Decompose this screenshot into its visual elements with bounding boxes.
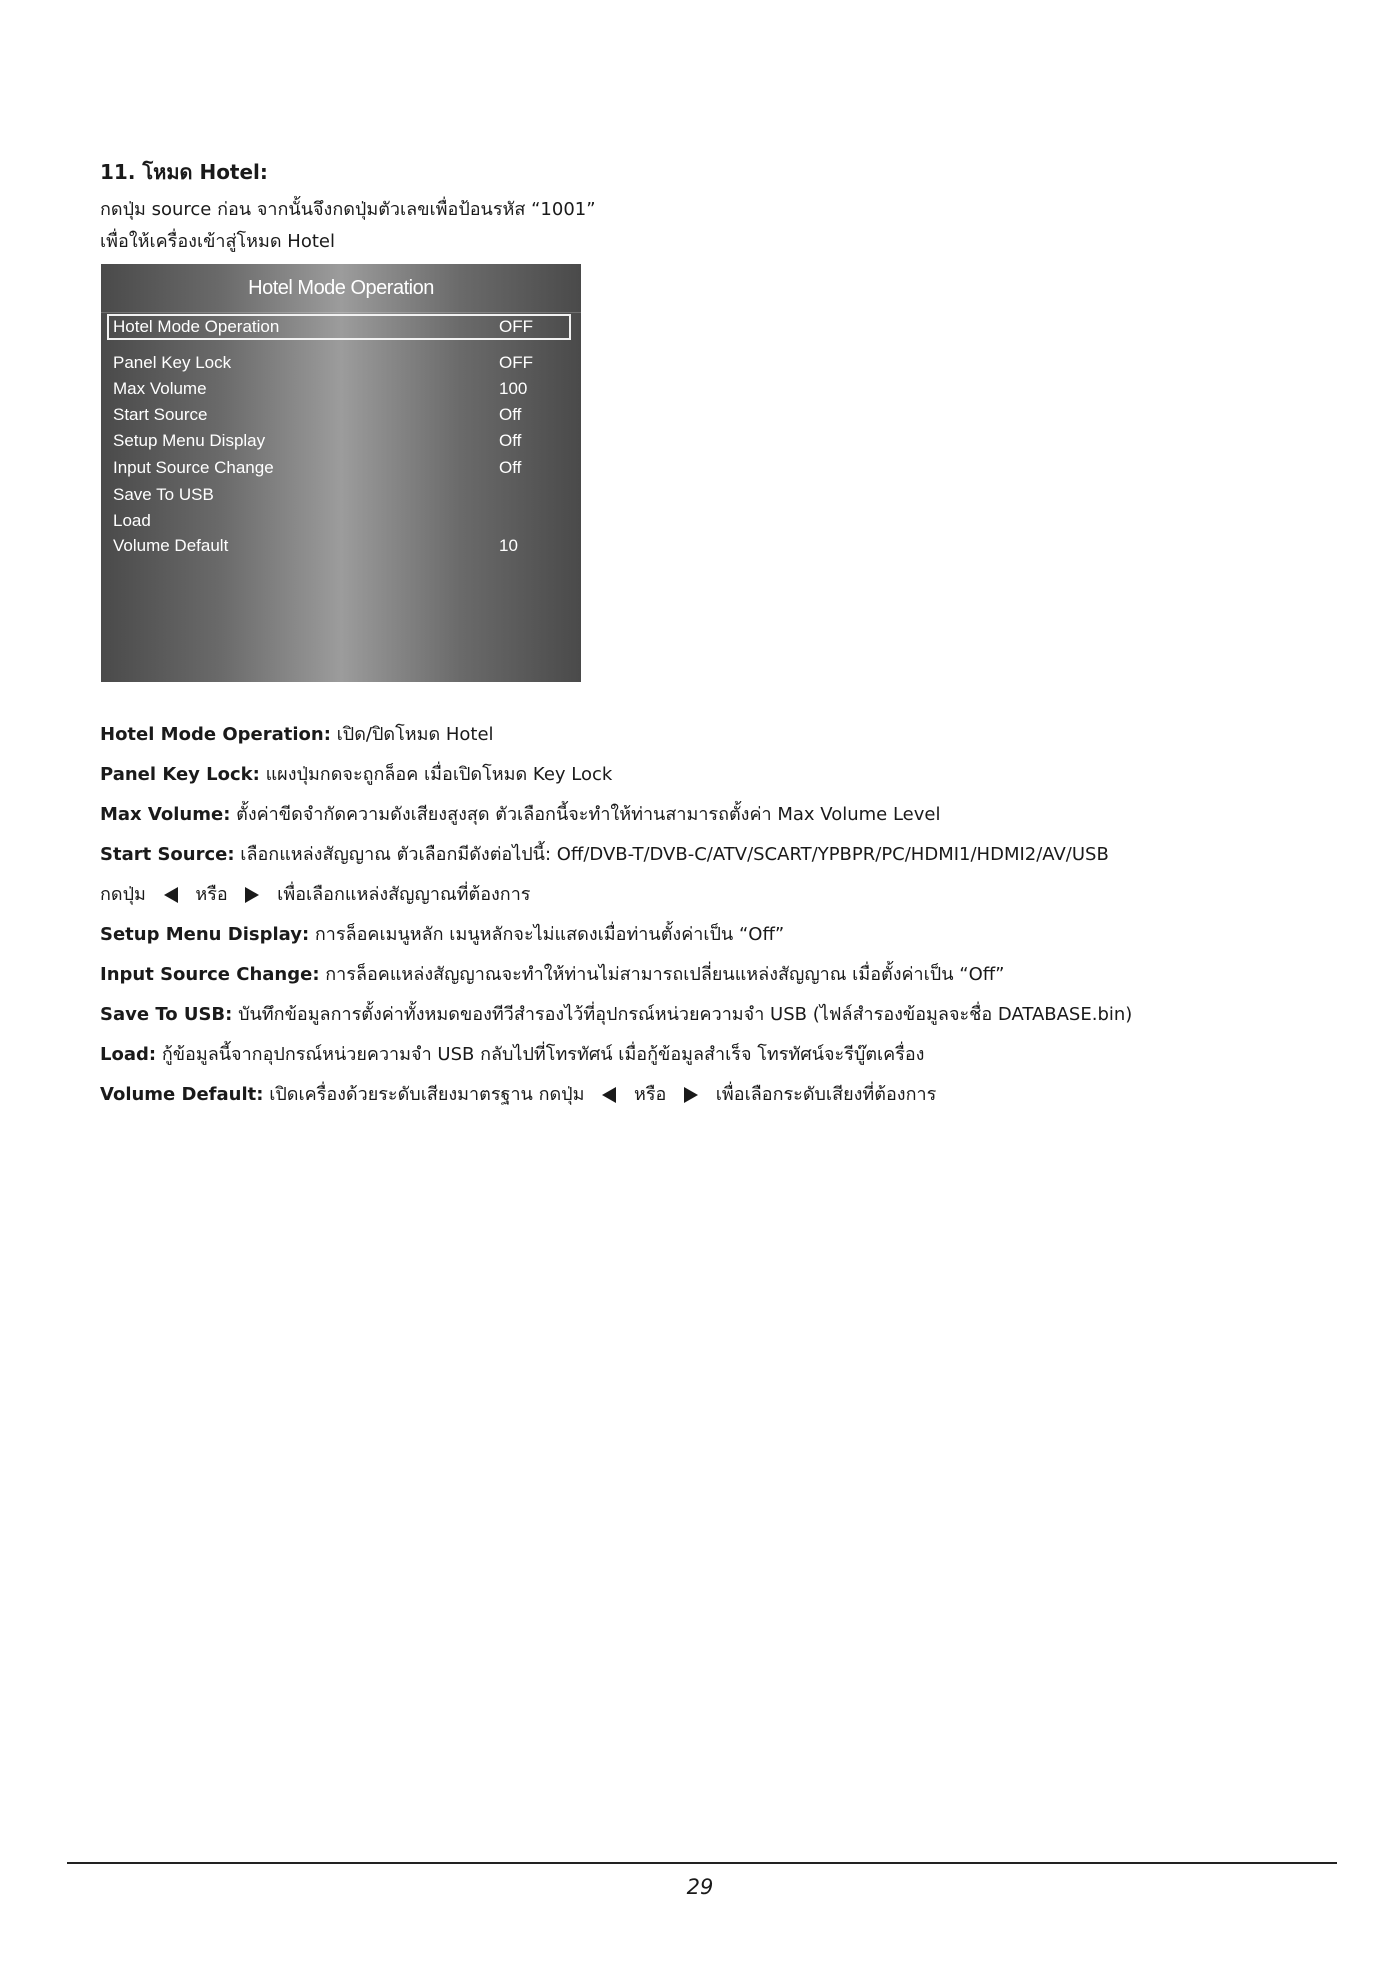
osd-row-save-to-usb[interactable] xyxy=(101,482,581,508)
start-source-nav-line xyxy=(100,875,1330,915)
definition-text: บันทึกข้อมูลการตั้งค่าทั้งหมดของทีวีสำรองไว้ที่อุปกรณ์หน่วยความจำ USB (ไฟล์สำรองข้อมูลจะชื่อ DATABASE.bin) xyxy=(238,1004,1133,1025)
definition-volume-default xyxy=(100,1075,1330,1115)
osd-row-setup-menu-display[interactable] xyxy=(101,428,581,454)
osd-row-value: Off xyxy=(499,431,522,450)
right-arrow-icon xyxy=(245,887,259,903)
osd-row-label: Setup Menu Display xyxy=(113,431,266,450)
osd-row-label: Save To USB xyxy=(113,485,214,504)
osd-row-start-source[interactable] xyxy=(101,402,581,428)
definition-term: Start Source: xyxy=(100,844,235,865)
definition-text: การล็อคแหล่งสัญญาณจะทำให้ท่านไม่สามารถเปลี่ยนแหล่งสัญญาณ เมื่อตั้งค่าเป็น “Off” xyxy=(325,964,1005,985)
page-number: 29 xyxy=(686,1875,714,1899)
osd-row-label: Panel Key Lock xyxy=(113,353,232,372)
osd-row-load[interactable] xyxy=(101,508,581,534)
osd-row-label: Volume Default xyxy=(113,536,229,555)
hotel-mode-osd-menu xyxy=(101,264,581,682)
osd-row-label: Load xyxy=(113,511,151,530)
definition-term: Setup Menu Display: xyxy=(100,924,310,945)
osd-row-label: Input Source Change xyxy=(113,458,274,477)
osd-row-value: 100 xyxy=(499,379,528,398)
definition-text: แผงปุ่มกดจะถูกล็อค เมื่อเปิดโหมด Key Lock xyxy=(265,764,613,785)
definition-term: Volume Default: xyxy=(100,1084,264,1105)
definition-save-to-usb xyxy=(100,995,1330,1035)
definition-load xyxy=(100,1035,1330,1075)
osd-row-label: Max Volume xyxy=(113,379,207,398)
definition-max-volume xyxy=(100,795,1330,835)
definitions-list xyxy=(100,715,1330,1115)
osd-row-volume-default[interactable] xyxy=(101,533,581,559)
left-arrow-icon xyxy=(602,1087,616,1103)
nav-prefix: กดปุ่ม xyxy=(538,1084,585,1105)
definition-term: Max Volume: xyxy=(100,804,231,825)
osd-row-panel-key-lock[interactable] xyxy=(101,350,581,376)
osd-row-label: Hotel Mode Operation xyxy=(113,317,280,336)
osd-row-value: Off xyxy=(499,458,522,477)
nav-mid: หรือ xyxy=(633,1084,667,1105)
definition-hotel-mode-operation xyxy=(100,715,1330,755)
definition-input-source-change xyxy=(100,955,1330,995)
definition-text: เปิด/ปิดโหมด Hotel xyxy=(336,724,494,745)
nav-suffix: เพื่อเลือกระดับเสียงที่ต้องการ xyxy=(715,1084,937,1105)
definition-panel-key-lock xyxy=(100,755,1330,795)
definition-text: กู้ข้อมูลนี้จากอุปกรณ์หน่วยความจำ USB กลับไปที่โทรทัศน์ เมื่อกู้ข้อมูลสำเร็จ โทรทัศน์จะรีบู๊ตเครื่อง xyxy=(161,1044,925,1065)
osd-row-value: 10 xyxy=(499,536,518,555)
definition-term: Panel Key Lock: xyxy=(100,764,260,785)
osd-row-input-source-change[interactable] xyxy=(101,455,581,481)
left-arrow-icon xyxy=(164,887,178,903)
osd-row-value: OFF xyxy=(499,317,533,336)
definition-term: Load: xyxy=(100,1044,157,1065)
osd-row-value: Off xyxy=(499,405,522,424)
definition-term: Save To USB: xyxy=(100,1004,233,1025)
section-heading: 11. โหมด Hotel: xyxy=(100,160,268,184)
osd-row-hotel-mode-operation[interactable] xyxy=(101,314,581,340)
osd-row-max-volume[interactable] xyxy=(101,376,581,402)
definition-text: ตั้งค่าขีดจำกัดความดังเสียงสูงสุด ตัวเลือกนี้จะทำให้ท่านสามารถตั้งค่า Max Volume Level xyxy=(236,804,941,825)
definition-text: เลือกแหล่งสัญญาณ ตัวเลือกมีดังต่อไปนี้: Off/DVB-T/DVB-C/ATV/SCART/YPBPR/PC/HDMI1/HDMI2/AV/USB xyxy=(240,844,1109,865)
definition-start-source xyxy=(100,835,1330,875)
nav-suffix: เพื่อเลือกแหล่งสัญญาณที่ต้องการ xyxy=(277,884,531,905)
osd-row-label: Start Source xyxy=(113,405,208,424)
nav-mid: หรือ xyxy=(195,884,228,905)
definition-text: การล็อคเมนูหลัก เมนูหลักจะไม่แสดงเมื่อท่านตั้งค่าเป็น “Off” xyxy=(314,924,785,945)
definition-term: Hotel Mode Operation: xyxy=(100,724,331,745)
intro-line-2: เพื่อให้เครื่องเข้าสู่โหมด Hotel xyxy=(100,231,335,252)
footer-divider xyxy=(67,1862,1337,1864)
right-arrow-icon xyxy=(684,1087,698,1103)
definition-setup-menu-display xyxy=(100,915,1330,955)
definition-term: Input Source Change: xyxy=(100,964,320,985)
osd-title: Hotel Mode Operation xyxy=(101,264,581,313)
hotel-mode-section xyxy=(100,160,1320,258)
nav-prefix: กดปุ่ม xyxy=(100,884,146,905)
intro-line-1: กดปุ่ม source ก่อน จากนั้นจึงกดปุ่มตัวเลขเพื่อป้อนรหัส “1001” xyxy=(100,199,596,220)
osd-row-value: OFF xyxy=(499,353,533,372)
definition-text: เปิดเครื่องด้วยระดับเสียงมาตรฐาน xyxy=(269,1084,533,1105)
